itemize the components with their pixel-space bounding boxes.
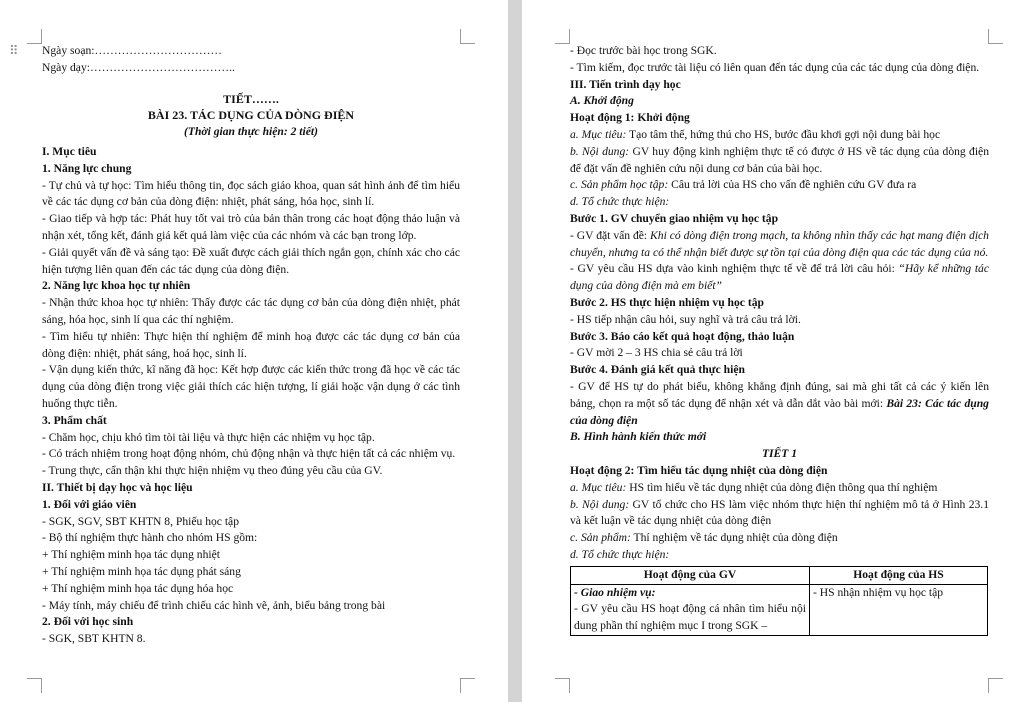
paragraph: - GV đặt vấn đề: Khi có dòng điện trong mạch, ta không nhìn thấy các hạt mang điện dịch chuyển, nhưng ta có thể nhận biết được sự tồn tại của dòng điện qua các tác dụng của nó. — [570, 228, 989, 259]
table-cell-hs: - HS nhận nhiệm vụ học tập — [810, 584, 988, 635]
drag-handle-icon[interactable]: ⠿ — [9, 44, 17, 59]
paragraph: - Vận dụng kiến thức, kĩ năng đã học: Kết hợp được các kiến thức trong đã học về các tác dụng của dòng điện trong việc giải thích các hiện tượng, lí giải hoặc vận dụng ở các tình huống thực tiễn. — [42, 363, 460, 410]
paragraph: - Nhận thức khoa học tự nhiên: Thấy được các tác dụng cơ bản của dòng điện nhiệt, phát sáng, hóa học, sinh lí qua các thí nghiệm. — [42, 296, 460, 326]
crop-mark — [988, 29, 1003, 44]
section-heading: Bước 2. HS thực hiện nhiệm vụ học tập — [570, 295, 764, 309]
section-heading: Hoạt động 2: Tìm hiểu tác dụng nhiệt của dòng điện — [570, 463, 828, 477]
crop-mark — [460, 678, 475, 693]
lesson-number: TIẾT……. — [223, 91, 279, 106]
paragraph: - Trung thực, cẩn thận khi thực hiện nhiệm vụ theo đúng yêu cầu của GV. — [42, 464, 383, 478]
paragraph: - Có trách nhiệm trong hoạt động nhóm, chủ động nhận và thực hiện tất cả các nhiệm vụ. — [42, 447, 456, 461]
crop-mark — [988, 678, 1003, 693]
section-heading: Hoạt động 1: Khởi động — [570, 111, 690, 125]
section-heading: Bước 1. GV chuyển giao nhiệm vụ học tập — [570, 211, 779, 225]
activity-table — [570, 566, 988, 636]
section-heading: 2. Năng lực khoa học tự nhiên — [42, 279, 191, 293]
left-page-content — [42, 43, 460, 648]
date-prepared: Ngày soạn:…………………………… — [42, 44, 223, 57]
right-page-content — [570, 43, 989, 636]
paragraph: - Bộ thí nghiệm thực hành cho nhóm HS gồm: — [42, 531, 258, 545]
section-heading: TIẾT 1 — [761, 447, 798, 461]
left-body — [42, 144, 460, 648]
paragraph: c. Sản phẩm: Thí nghiệm về tác dụng nhiệt của dòng điện — [570, 531, 838, 545]
paragraph: - Máy tính, máy chiếu để trình chiếu các hình vẽ, ảnh, biểu bảng trong bài — [42, 598, 386, 612]
paragraph: d. Tổ chức thực hiện: — [570, 195, 670, 209]
section-heading: I. Mục tiêu — [42, 144, 97, 158]
section-heading: Bước 3. Báo cáo kết quả hoạt động, thảo luận — [570, 329, 795, 343]
paragraph: d. Tổ chức thực hiện: — [570, 547, 670, 561]
table-header-gv: Hoạt động của GV — [571, 566, 810, 584]
section-heading: Bước 4. Đánh giá kết quả thực hiện — [570, 363, 745, 377]
section-heading: II. Thiết bị dạy học và học liệu — [42, 480, 193, 494]
paragraph: - GV mời 2 – 3 HS chia sẻ câu trả lời — [570, 346, 743, 360]
section-heading: III. Tiến trình dạy học — [570, 77, 681, 91]
section-heading: 3. Phẩm chất — [42, 413, 107, 427]
section-heading: 2. Đối với học sinh — [42, 615, 134, 629]
paragraph: c. Sản phẩm học tập: Câu trả lời của HS cho vấn đề nghiên cứu GV đưa ra — [570, 178, 917, 192]
paragraph: - Chăm học, chịu khó tìm tòi tài liệu và thực hiện các nhiệm vụ học tập. — [42, 430, 375, 444]
crop-mark — [460, 29, 475, 44]
section-heading: A. Khởi động — [570, 94, 634, 108]
gv-task-text: - GV yêu cầu HS hoạt động cá nhân tìm hiểu nội dung phần thí nghiệm mục I trong SGK – — [574, 602, 806, 633]
paragraph: - GV yêu cầu HS dựa vào kinh nghiệm thực tế về để trả lời câu hỏi: “Hãy kể những tác dụng của dòng điện mà em biết” — [570, 262, 989, 293]
paragraph: - Giao tiếp và hợp tác: Phát huy tốt vai trò của bản thân trong các hoạt động thảo luận và nhận xét, tổng kết, đánh giá kết quả làm việc của các nhóm và các bạn trong lớp. — [42, 212, 460, 242]
lesson-duration: (Thời gian thực hiện: 2 tiết) — [184, 125, 318, 139]
paragraph: - HS tiếp nhận câu hỏi, suy nghĩ và trả câu trả lời. — [570, 312, 801, 326]
paragraph: + Thí nghiệm minh họa tác dụng phát sáng — [42, 564, 241, 578]
date-taught: Ngày dạy:……………………………….. — [42, 60, 235, 74]
paragraph: b. Nội dung: GV huy động kinh nghiệm thực tế có được ở HS về tác dụng của dòng điện để đặt vấn đề nghiên cứu nội dung cơ bản của bài học. — [570, 144, 989, 175]
right-body — [570, 43, 989, 564]
paragraph: - Giải quyết vấn đề và sáng tạo: Đề xuất được cách giải thích ngắn gọn, chính xác cho các hiện tượng liên quan đến các tác dụng của dòng điện. — [42, 245, 460, 276]
paragraph: - SGK, SGV, SBT KHTN 8, Phiếu học tập — [42, 514, 239, 528]
paragraph: b. Nội dung: GV tổ chức cho HS làm việc nhóm thực hiện thí nghiệm mô tả ở Hình 23.1 và kết luận về tác dụng nhiệt của dòng điện — [570, 497, 989, 528]
paragraph: - SGK, SBT KHTN 8. — [42, 632, 146, 646]
paragraph: - GV để HS tự do phát biểu, không khẳng định đúng, sai mà ghi tất cả các ý kiến lên bảng, chọn ra một số tác dụng để nhận xét và dẫn dắt vào bài mới: Bài 23: Các tác dụng của dòng điện — [570, 379, 989, 427]
section-heading: B. Hình hành kiến thức mới — [570, 430, 707, 444]
lesson-title: BÀI 23. TÁC DỤNG CỦA DÒNG ĐIỆN — [147, 108, 355, 123]
gv-task-title: - Giao nhiệm vụ: — [574, 585, 656, 599]
document-page-left — [0, 0, 508, 702]
section-heading: 1. Năng lực chung — [42, 161, 132, 175]
document-page-right — [522, 0, 1032, 702]
paragraph: - Tìm hiểu tự nhiên: Thực hiện thí nghiệm để minh hoạ được các tác dụng cơ bản của dòng điện: nhiệt, phát sáng, hoá học, sinh lí. — [42, 329, 460, 360]
paragraph: a. Mục tiêu: HS tìm hiểu về tác dụng nhiệt của dòng điện thông qua thí nghiệm — [570, 480, 938, 494]
paragraph: a. Mục tiêu: Tạo tâm thế, hứng thú cho HS, bước đầu khơi gợi nội dung bài học — [570, 127, 941, 141]
paragraph: + Thí nghiệm minh họa tác dụng nhiệt — [42, 548, 220, 562]
paragraph: - Tự chủ và tự học: Tìm hiểu thông tin, đọc sách giáo khoa, quan sát hình ảnh để tìm hiểu về các tác dụng cơ bản của dòng điện: nhiệt, phát sáng, hóa học, sinh lí. — [42, 178, 460, 209]
section-heading: 1. Đối với giáo viên — [42, 497, 137, 511]
paragraph: - Tìm kiếm, đọc trước tài liệu có liên quan đến tác dụng của các tác dụng của dòng điện. — [570, 60, 980, 74]
table-header-hs: Hoạt động của HS — [810, 566, 988, 584]
crop-mark — [27, 29, 42, 44]
crop-mark — [27, 678, 42, 693]
table-cell-gv — [571, 584, 810, 635]
paragraph: - Đọc trước bài học trong SGK. — [570, 44, 717, 57]
paragraph: + Thí nghiệm minh họa tác dụng hóa học — [42, 581, 234, 595]
crop-mark — [555, 678, 570, 693]
crop-mark — [555, 29, 570, 44]
